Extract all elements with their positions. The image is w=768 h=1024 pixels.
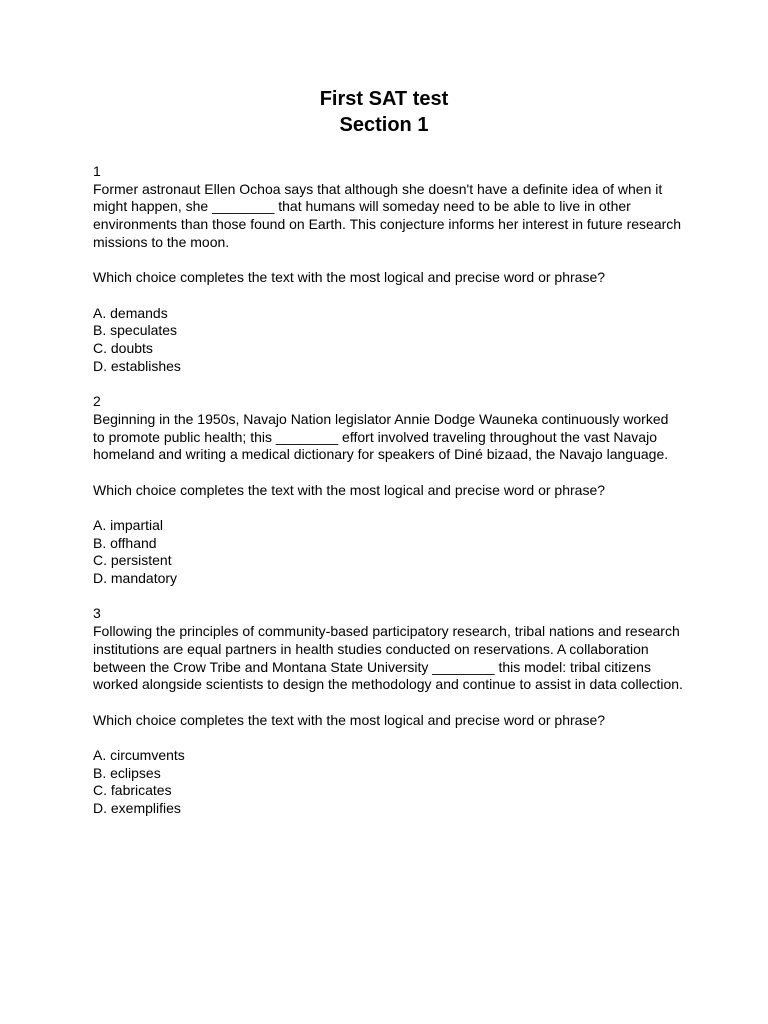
question-passage: Beginning in the 1950s, Navajo Nation legislator Annie Dodge Wauneka continuously worked to promote public health; this ________ effort involved traveling throughout the vast Navajo homeland and writing a medical dictionary for speakers of Diné bizaad, the Navajo language. xyxy=(93,410,669,463)
choice-a: A. demands xyxy=(93,304,168,321)
question-prompt: Which choice completes the text with the most logical and precise word or phrase? xyxy=(93,481,606,498)
question-3 xyxy=(93,605,683,817)
choice-b: B. eclipses xyxy=(93,764,161,781)
answer-choices xyxy=(93,747,683,818)
question-prompt: Which choice completes the text with the most logical and precise word or phrase? xyxy=(93,269,606,286)
choice-a: A. circumvents xyxy=(93,747,185,764)
choice-c: C. fabricates xyxy=(93,782,172,799)
question-2 xyxy=(93,393,683,588)
page-title: First SAT test xyxy=(319,88,449,110)
answer-choices xyxy=(93,517,683,588)
choice-c: C. doubts xyxy=(93,340,153,356)
choice-d: D. mandatory xyxy=(93,570,178,587)
question-passage: Following the principles of community-based participatory research, tribal nations and research institutions are equal partners in health studies conducted on reservations. A collaboration between the Crow Tribe and Montana State University ________ this model: tribal citizens worked alongside scientists to design the methodology and continue to assist in data collection. xyxy=(93,623,683,693)
question-passage: Former astronaut Ellen Ochoa says that although she doesn't have a definite idea of when it might happen, she ________ that humans will someday need to be able to live in other environments than those found on Earth. This conjecture informs her interest in future research missions to the moon. xyxy=(93,180,682,250)
question-number: 2 xyxy=(93,393,101,410)
choice-a: A. impartial xyxy=(93,516,164,533)
answer-choices xyxy=(93,305,683,376)
choice-c: C. persistent xyxy=(93,552,172,569)
question-number: 1 xyxy=(93,163,101,179)
choice-d: D. establishes xyxy=(93,357,181,374)
question-prompt: Which choice completes the text with the most logical and precise word or phrase? xyxy=(93,711,606,728)
title-block xyxy=(0,86,768,138)
section-title: Section 1 xyxy=(339,114,429,136)
choice-d: D. exemplifies xyxy=(93,800,181,817)
choice-b: B. speculates xyxy=(93,322,178,339)
questions-container xyxy=(93,163,683,836)
question-1 xyxy=(93,163,683,375)
question-number: 3 xyxy=(93,605,101,622)
choice-b: B. offhand xyxy=(93,534,157,551)
